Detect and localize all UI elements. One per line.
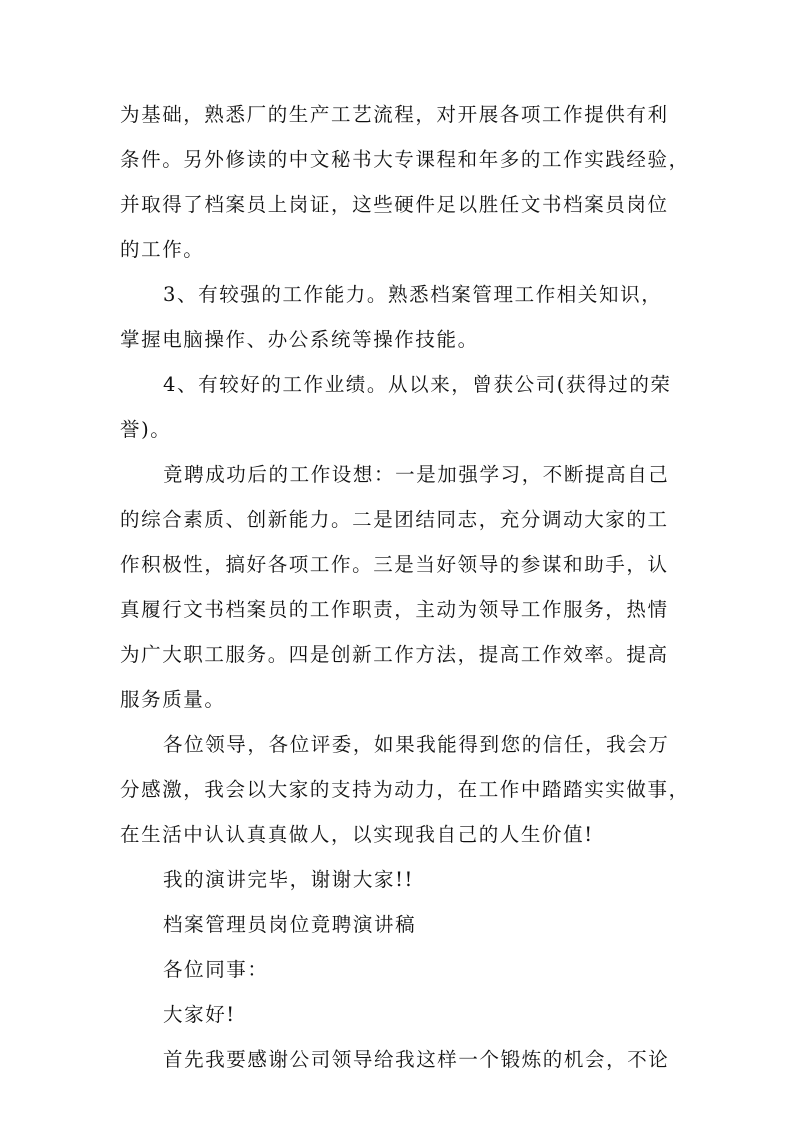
- text-line: 分感激，我会以大家的支持为动力，在工作中踏踏实实做事，: [120, 778, 690, 801]
- salutation: 各位同事：: [163, 958, 269, 981]
- greeting: 大家好!: [163, 1003, 236, 1026]
- text-line: 4、有较好的工作业绩。从以来，曾获公司(获得过的荣: [163, 373, 672, 396]
- text-line: 作积极性，搞好各项工作。三是当好领导的参谋和助手，认: [120, 553, 669, 576]
- text-line: 3、有较强的工作能力。熟悉档案管理工作相关知识，: [163, 283, 663, 306]
- text-line: 在生活中认认真真做人，以实现我自己的人生价值!: [120, 823, 594, 846]
- text-line: 为广大职工服务。四是创新工作方法，提高工作效率。提高: [120, 643, 669, 666]
- text-line: 服务质量。: [120, 688, 226, 711]
- text-line: 誉)。: [120, 418, 172, 441]
- text-line: 真履行文书档案员的工作职责，主动为领导工作服务，热情: [120, 598, 669, 621]
- text-line: 并取得了档案员上岗证，这些硬件足以胜任文书档案员岗位: [120, 193, 669, 216]
- text-line: 的综合素质、创新能力。二是团结同志，充分调动大家的工: [120, 508, 669, 531]
- text-line: 首先我要感谢公司领导给我这样一个锻炼的机会，不论: [163, 1048, 670, 1071]
- text-line: 掌握电脑操作、办公系统等操作技能。: [120, 328, 479, 351]
- text-line: 条件。另外修读的中文秘书大专课程和年多的工作实践经验，: [120, 148, 690, 171]
- text-line: 我的演讲完毕，谢谢大家!!: [163, 868, 414, 891]
- section-title: 档案管理员岗位竟聘演讲稿: [163, 913, 417, 936]
- text-line: 各位领导，各位评委，如果我能得到您的信任，我会万: [163, 733, 670, 756]
- text-line: 为基础，熟悉厂的生产工艺流程，对开展各项工作提供有利: [120, 103, 669, 126]
- text-line: 竟聘成功后的工作设想：一是加强学习，不断提高自己: [163, 463, 670, 486]
- text-line: 的工作。: [120, 238, 205, 261]
